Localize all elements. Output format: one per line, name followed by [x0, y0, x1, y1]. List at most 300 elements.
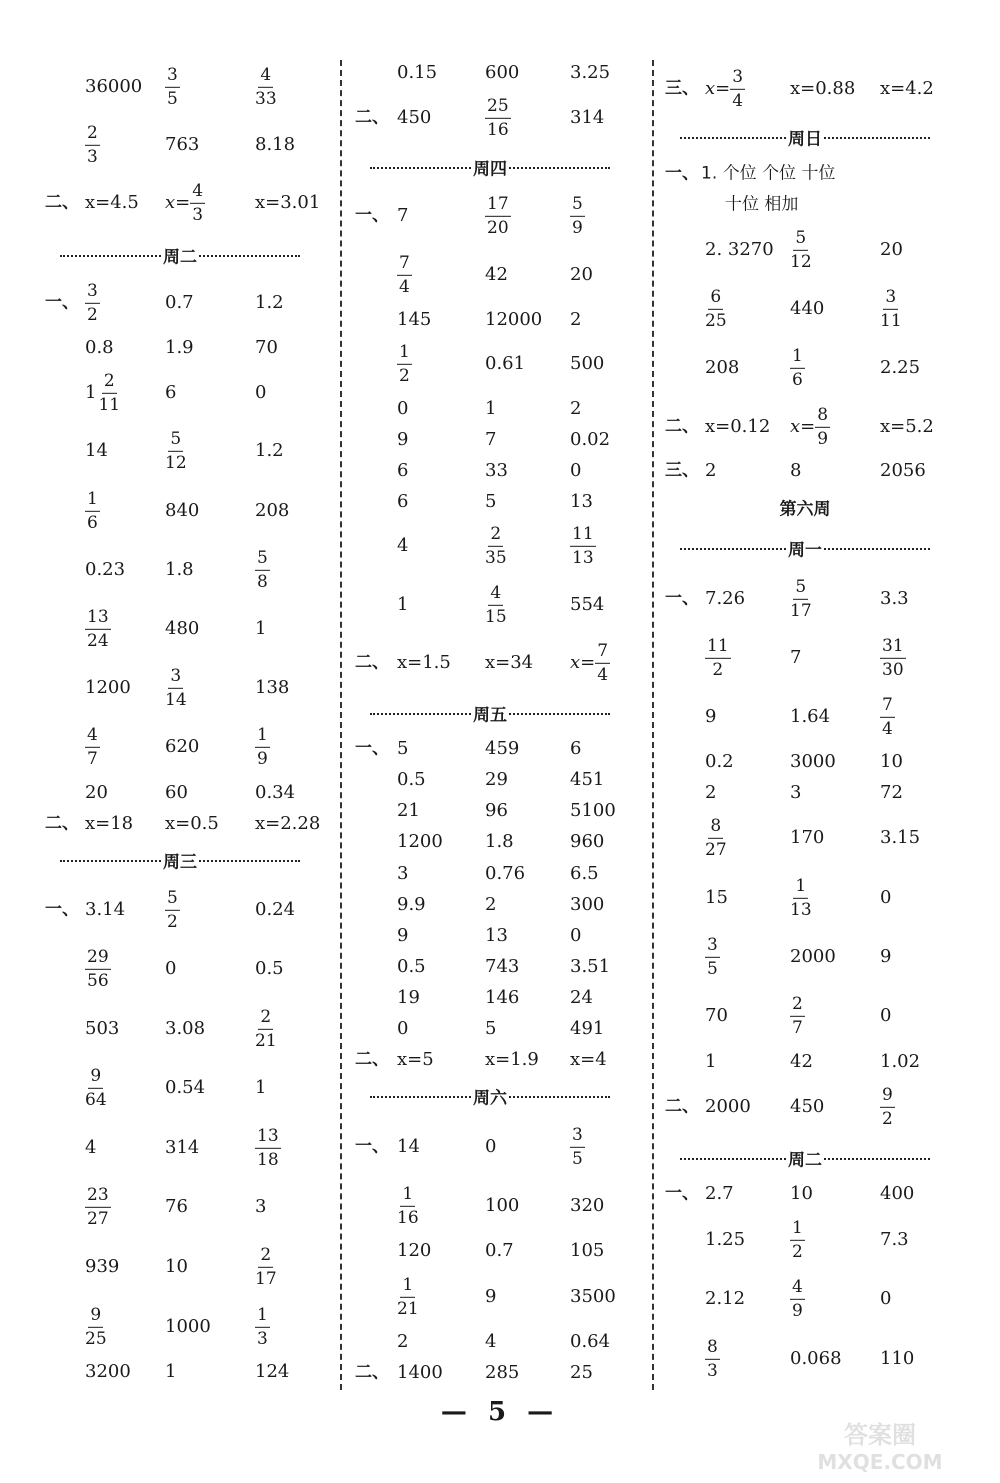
answer-cell: [705, 241, 774, 259]
answer-value: 0.02: [570, 429, 611, 450]
answer-cell: [255, 502, 289, 520]
fraction: [85, 490, 100, 532]
fraction-denominator: 2: [167, 911, 178, 932]
answer-value: 36000: [85, 76, 143, 97]
answer-value: 440: [790, 298, 825, 319]
answer-value: 14: [397, 1136, 420, 1157]
answer-value: 1: [165, 1361, 177, 1382]
answer-value: 9: [397, 429, 409, 450]
fraction-numerator: 9: [88, 1067, 103, 1089]
fraction: [880, 637, 906, 679]
answer-cell: [570, 596, 604, 614]
question-number: 三、: [665, 460, 699, 481]
answer-value: 300: [570, 894, 605, 915]
answer-cell: [85, 784, 108, 802]
answer-cell: [255, 384, 266, 402]
answer-value: 320: [570, 1195, 605, 1216]
fraction: [255, 1306, 270, 1348]
fraction-numerator: 3: [705, 936, 720, 958]
answer-value: 20: [570, 264, 593, 285]
answer-cell: [165, 66, 180, 108]
answer-value: 451: [570, 769, 605, 790]
answer-cell: [705, 68, 745, 110]
answer-cell: [705, 288, 727, 330]
answer-cell: [397, 654, 451, 672]
fraction: [85, 608, 111, 650]
answer-cell: [485, 195, 511, 237]
answer-cell: [85, 1363, 131, 1381]
answer-cell: [790, 784, 801, 802]
answer-value: 120: [397, 1240, 432, 1261]
fraction-denominator: 7: [87, 748, 98, 769]
answer-value: 1.64: [790, 706, 831, 727]
answer-value: 105: [570, 1240, 605, 1261]
fraction-denominator: 27: [87, 1208, 109, 1229]
answer-value: 7: [485, 429, 497, 450]
answer-value: 5: [485, 491, 497, 512]
answer-cell: [165, 182, 205, 224]
answer-value: 0.2: [705, 751, 734, 772]
answer-cell: [85, 608, 111, 650]
fraction-denominator: 13: [790, 899, 812, 920]
fraction-denominator: 9: [572, 217, 583, 238]
answer-value: 0.61: [485, 353, 526, 374]
answer-value: 314: [165, 1137, 200, 1158]
fraction: [397, 343, 412, 385]
answer-cell: [790, 1098, 824, 1116]
answer-value: 96: [485, 800, 508, 821]
answer-cell: [485, 1242, 514, 1260]
fraction-numerator: 11: [570, 525, 596, 547]
answer-cell: [397, 865, 408, 883]
answer-cell: [880, 1185, 914, 1203]
answer-value: 12000: [485, 309, 543, 330]
answer-value: 939: [85, 1256, 120, 1277]
answer-cell: [790, 80, 855, 98]
answer-cell: [790, 753, 836, 771]
answer-cell: [397, 254, 412, 296]
answer-cell: [165, 1020, 205, 1038]
answer-value: 314: [570, 107, 605, 128]
fraction-denominator: 20: [487, 217, 509, 238]
answer-value: 70: [255, 337, 278, 358]
answer-value: 1200: [85, 677, 131, 698]
section-title: 周六: [471, 1084, 509, 1109]
fraction: [165, 430, 187, 472]
fraction-numerator: 9: [880, 1086, 895, 1108]
fraction-numerator: 29: [85, 948, 111, 970]
fraction-denominator: 5: [707, 958, 718, 979]
answer-value: 19: [397, 987, 420, 1008]
answer-cell: [85, 1067, 107, 1109]
answer-cell: [397, 833, 443, 851]
fraction: [255, 1008, 277, 1050]
fraction-denominator: 2: [712, 659, 724, 680]
question-number: 二、: [45, 813, 79, 834]
answer-value: 0: [880, 887, 892, 908]
answer-cell: [255, 66, 277, 108]
fraction-denominator: 2: [792, 1241, 803, 1262]
fraction-denominator: 3: [87, 146, 98, 167]
answer-value: 503: [85, 1018, 120, 1039]
fraction-numerator: 2: [488, 525, 503, 547]
answer-cell: [880, 241, 903, 259]
answer-value: 24: [570, 987, 593, 1008]
answer-cell: [570, 64, 610, 82]
fraction: [790, 578, 812, 620]
answer-value: 2.25: [880, 357, 921, 378]
answer-value: 0.76: [485, 863, 526, 884]
answer-cell: [570, 802, 616, 820]
answer-cell: [397, 1333, 408, 1351]
answer-value: 2000: [790, 946, 836, 967]
answer-cell: [255, 1198, 266, 1216]
answer-value: 3200: [85, 1361, 131, 1382]
answer-cell: [485, 97, 511, 139]
answer-cell: [85, 372, 120, 414]
answer-cell: [485, 1197, 519, 1215]
fraction: [790, 995, 805, 1037]
fraction-denominator: 8: [257, 571, 268, 592]
answer-value: 3.3: [880, 588, 909, 609]
fraction-numerator: 5: [793, 229, 808, 251]
answer-cell: [790, 708, 830, 726]
answer-value: 0.64: [570, 1331, 611, 1352]
answer-cell: [790, 462, 801, 480]
fraction: [880, 1086, 895, 1128]
fraction-denominator: 2: [882, 1108, 893, 1129]
answer-cell: [705, 359, 739, 377]
answer-cell: [485, 1020, 496, 1038]
answer-value: 0: [570, 925, 582, 946]
answer-value: 9: [485, 1286, 497, 1307]
answer-cell: [397, 927, 408, 945]
fraction-denominator: 11: [880, 310, 902, 331]
answer-value: 0.54: [165, 1077, 206, 1098]
answer-cell: [85, 78, 142, 96]
answer-cell: [255, 679, 289, 697]
fraction: [790, 1219, 805, 1261]
answer-cell: [570, 1020, 604, 1038]
answer-cell: [485, 740, 519, 758]
answer-value: 2.7: [705, 1183, 734, 1204]
section-title: 周一: [786, 536, 824, 561]
fraction: [255, 1127, 281, 1169]
fraction: [485, 525, 507, 567]
answer-value: 10: [165, 1256, 188, 1277]
answer-cell: [255, 549, 270, 591]
answer-text: 1. 个位 个位 十位: [701, 163, 836, 184]
answer-cell: [570, 1288, 616, 1306]
answer-cell: [85, 726, 100, 768]
answer-cell: [165, 620, 199, 638]
answer-cell: [85, 1306, 107, 1348]
answer-value: x=4: [570, 1049, 607, 1070]
answer-cell: [790, 1278, 805, 1320]
answer-value: 1.8: [485, 831, 514, 852]
answer-cell: [165, 1139, 199, 1157]
fraction: [730, 68, 745, 110]
answer-value: 4: [485, 1331, 497, 1352]
answer-cell: [485, 833, 514, 851]
answer-value: 0: [165, 958, 177, 979]
fraction-numerator: 8: [708, 817, 723, 839]
question-number: 二、: [665, 416, 699, 437]
answer-cell: [165, 889, 180, 931]
answer-cell: [165, 1318, 211, 1336]
fraction-denominator: 17: [790, 600, 812, 621]
answer-value: 9: [705, 706, 717, 727]
fraction-denominator: 12: [790, 251, 812, 272]
answer-value: 2: [705, 782, 717, 803]
answer-cell: [705, 936, 720, 978]
fraction-numerator: 2: [102, 372, 117, 394]
fraction-numerator: 3: [570, 1126, 585, 1148]
answer-cell: [570, 493, 593, 511]
answer-cell: [85, 124, 100, 166]
answer-value: 10: [790, 1183, 813, 1204]
answer-cell: [255, 1008, 277, 1050]
answer-cell: [880, 696, 895, 738]
answer-cell: [485, 584, 507, 626]
fraction-denominator: 6: [87, 512, 98, 533]
question-number: 二、: [45, 192, 79, 213]
answer-cell: [485, 1364, 519, 1382]
answer-cell: [165, 1079, 205, 1097]
fraction-numerator: 5: [165, 889, 180, 911]
answer-cell: [397, 1364, 443, 1382]
watermark-line1: 答案圈: [844, 1421, 916, 1449]
answer-cell: [705, 637, 731, 679]
answer-value: 450: [790, 1096, 825, 1117]
answer-value: 6: [397, 491, 409, 512]
fraction: [85, 948, 111, 990]
answer-cell: [570, 462, 581, 480]
answer-value: 14: [85, 440, 108, 461]
fraction-numerator: 4: [85, 726, 100, 748]
answer-cell: [705, 1290, 745, 1308]
answer-cell: [485, 771, 508, 789]
answer-cell: [570, 1333, 610, 1351]
answer-value: 8: [790, 460, 802, 481]
answer-cell: [85, 948, 111, 990]
fraction-denominator: 16: [397, 1207, 419, 1228]
answer-cell: [570, 771, 604, 789]
answer-value: 145: [397, 309, 432, 330]
answer-cell: [165, 1198, 188, 1216]
answer-cell: [570, 958, 610, 976]
fraction: [790, 877, 812, 919]
answer-cell: [397, 1051, 434, 1069]
answer-cell: [165, 784, 188, 802]
fraction: [485, 195, 511, 237]
answer-cell: [165, 339, 194, 357]
fraction-denominator: 27: [705, 839, 727, 860]
answer-cell: [570, 525, 596, 567]
answer-cell: [397, 462, 408, 480]
answer-cell: [790, 300, 824, 318]
answer-value: 1.2: [255, 292, 284, 313]
answer-cell: [570, 833, 604, 851]
question-number: 一、: [665, 1183, 699, 1204]
answer-cell: [570, 740, 581, 758]
column-divider-2: [652, 60, 654, 1390]
fraction-denominator: 11: [98, 394, 121, 415]
fraction: [255, 726, 270, 768]
section-title: 周五: [471, 701, 509, 726]
answer-cell: [705, 1053, 716, 1071]
answer-cell: [880, 637, 906, 679]
fraction-numerator: 3: [85, 282, 100, 304]
answer-cell: [165, 294, 194, 312]
answer-cell: [397, 596, 408, 614]
question-number: 一、: [45, 292, 79, 313]
answer-value: 1.8: [165, 559, 194, 580]
answer-value: 138: [255, 677, 290, 698]
question-number: 二、: [665, 1096, 699, 1117]
fraction-denominator: 9: [257, 748, 268, 769]
answer-cell: [397, 802, 420, 820]
answer-value: 70: [705, 1005, 728, 1026]
fraction-denominator: 21: [255, 1030, 277, 1051]
column-divider-1: [340, 60, 342, 1390]
answer-cell: [705, 753, 734, 771]
answer-cell: [880, 753, 903, 771]
fraction-denominator: 5: [572, 1148, 583, 1169]
answer-value: 1000: [165, 1316, 211, 1337]
answer-cell: [790, 1185, 813, 1203]
fraction-numerator: 2: [258, 1008, 273, 1030]
answer-value: 6: [570, 738, 582, 759]
fraction-numerator: 3: [168, 667, 183, 689]
fraction-numerator: 7: [880, 696, 895, 718]
answer-cell: [85, 1258, 119, 1276]
answer-value: 7.26: [705, 588, 746, 609]
week-title: 第六周: [779, 499, 831, 520]
answer-value: 840: [165, 500, 200, 521]
answer-cell: [880, 418, 934, 436]
fraction: [397, 254, 412, 296]
answer-cell: [255, 620, 266, 638]
fraction-denominator: 15: [485, 606, 507, 627]
answer-cell: [85, 901, 125, 919]
fraction-numerator: 6: [708, 288, 723, 310]
answer-cell: [790, 829, 824, 847]
answer-value: x=3.01: [255, 192, 321, 213]
answer-cell: [85, 194, 139, 212]
answer-cell: [790, 649, 801, 667]
fraction-denominator: 4: [399, 276, 410, 297]
answer-cell: [880, 1231, 909, 1249]
mixed-number-whole: 1: [85, 382, 97, 403]
answer-value: 4: [85, 1137, 97, 1158]
fraction-numerator: 7: [397, 254, 412, 276]
answer-cell: [705, 1007, 728, 1025]
answer-value: 2. 3270: [705, 239, 774, 260]
answer-value: 1: [255, 1077, 267, 1098]
answer-cell: [255, 960, 284, 978]
answer-value: 0.24: [255, 899, 296, 920]
fraction: [595, 642, 610, 684]
fraction-numerator: 4: [190, 182, 205, 204]
fraction-numerator: 23: [85, 1186, 111, 1208]
answer-value: 1.9: [165, 337, 194, 358]
answer-cell: [165, 815, 219, 833]
answer-cell: [397, 109, 431, 127]
answer-cell: [397, 896, 426, 914]
fraction: [705, 637, 731, 679]
question-number: 二、: [355, 652, 389, 673]
fraction-denominator: 5: [167, 88, 178, 109]
answer-value: x=5.2: [880, 416, 934, 437]
answer-cell: [570, 989, 593, 1007]
answer-cell: [485, 802, 508, 820]
answer-value: 2: [570, 309, 582, 330]
question-number: 二、: [355, 1049, 389, 1070]
answer-value: 763: [165, 134, 200, 155]
equation-variable: x=: [705, 78, 731, 99]
answer-cell: [880, 359, 920, 377]
answer-value: 9: [880, 946, 892, 967]
answer-cell: [570, 109, 604, 127]
answer-value: 42: [485, 264, 508, 285]
fraction-denominator: 4: [732, 90, 744, 111]
fraction-denominator: 14: [165, 689, 187, 710]
answer-cell: [165, 502, 199, 520]
answer-value: x=0.12: [705, 416, 771, 437]
fraction: [815, 406, 830, 448]
question-number: 二、: [355, 1362, 389, 1383]
fraction-denominator: 2: [87, 304, 98, 325]
fraction-numerator: 17: [485, 195, 511, 217]
answer-cell: [570, 311, 581, 329]
equation-variable: x=: [570, 652, 596, 673]
answer-value: 3.08: [165, 1018, 206, 1039]
fraction-denominator: 13: [572, 547, 594, 568]
answer-value: 3: [790, 782, 802, 803]
answer-value: 208: [255, 500, 290, 521]
answer-cell: [570, 1051, 607, 1069]
answer-value: x=0.5: [165, 813, 219, 834]
fraction-numerator: 1: [790, 1219, 805, 1241]
answer-cell: [85, 561, 125, 579]
answer-cell: [880, 288, 902, 330]
fraction-denominator: 24: [87, 630, 109, 651]
equation-variable: x=: [790, 416, 816, 437]
answer-value: 15: [705, 887, 728, 908]
answer-value: 2: [397, 1331, 409, 1352]
fraction: [705, 817, 727, 859]
answer-cell: [705, 1231, 745, 1249]
fraction-denominator: 33: [255, 88, 277, 109]
fraction-numerator: 1: [397, 343, 412, 365]
answer-cell: [790, 948, 836, 966]
answer-cell: [570, 431, 610, 449]
fraction: [190, 182, 205, 224]
answer-cell: [397, 311, 431, 329]
answer-value: 1200: [397, 831, 443, 852]
answer-cell: [880, 1290, 891, 1308]
answer-cell: [705, 817, 727, 859]
answer-value: 480: [165, 618, 200, 639]
fraction-numerator: 1: [400, 1276, 415, 1298]
answer-cell: [790, 877, 812, 919]
answer-value: 1: [705, 1051, 717, 1072]
answer-cell: [165, 960, 176, 978]
fraction-numerator: 1: [85, 490, 100, 512]
answer-cell: [570, 355, 604, 373]
answer-value: 33: [485, 460, 508, 481]
